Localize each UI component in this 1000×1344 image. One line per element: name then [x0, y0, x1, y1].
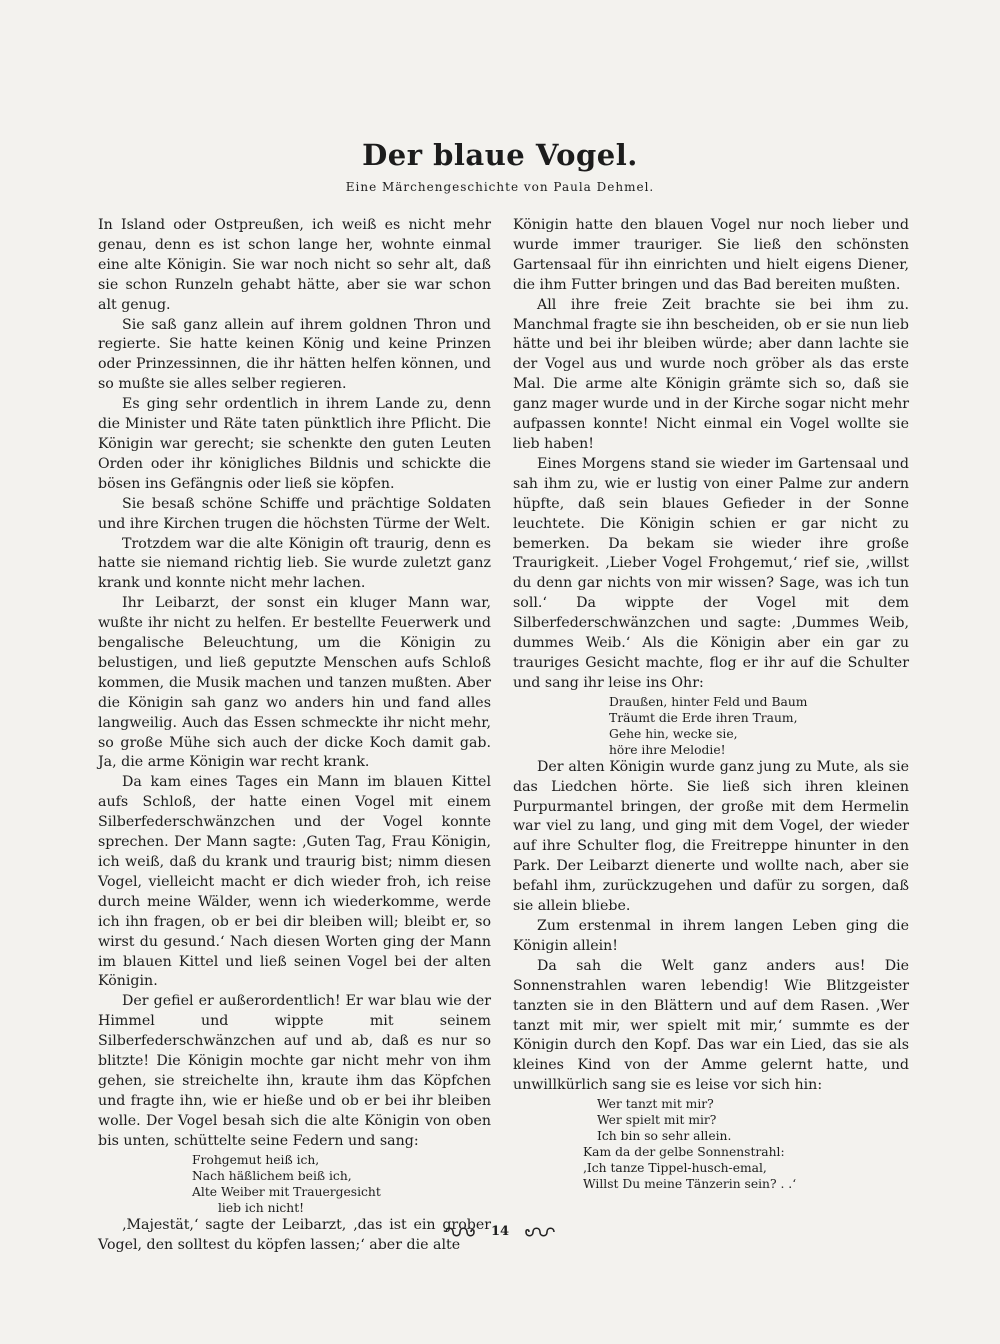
paragraph: Sie besaß schöne Schiffe und prächtige Soldaten und ihre Kirchen trugen die höchsten Türme der Welt. [98, 495, 491, 532]
paragraph: Der alten Königin wurde ganz jung zu Mute, als sie das Liedchen hörte. Sie ließ sich ihren kleinen Purpurmantel bringen, der große mit dem Hermelin war viel zu lang, und ging mit dem Vogel, der wieder auf ihre Schulter flog, die Freitreppe hinunter in den Park. Der Leibarzt dienerte und wollte nach, aber sie befahl ihm, zurückzugehen und dafür zu sorgen, daß sie allein bliebe. [513, 758, 909, 915]
verse-line: Kam da der gelbe Sonnenstrahl: [583, 1145, 785, 1160]
page-number: 14 [490, 1224, 510, 1239]
paragraph: In Island oder Ostpreußen, ich weiß es nicht mehr genau, denn es ist schon lange her, wohnte einmal eine alte Königin. Sie war noch nicht so sehr alt, daß sie schon Runzeln gehabt hätte, aber sie war schon alt genug. [98, 217, 491, 313]
verse-line: Nach häßlichem beiß ich, [192, 1168, 352, 1183]
left-column [98, 216, 491, 1255]
story-subtitle: Eine Märchengeschichte von Paula Dehmel. [345, 180, 655, 194]
paragraph: ‚Majestät,‘ sagte der Leibarzt, ‚das ist ein grober Vogel, den solltest du köpfen lassen;‘ aber die alte [98, 1216, 491, 1253]
paragraph: Zum erstenmal in ihrem langen Leben ging die Königin allein! [513, 918, 909, 954]
page-footer [0, 1224, 1000, 1239]
verse-line: Frohgemut heiß ich, [192, 1152, 320, 1167]
verse-line: höre ihre Melodie! [609, 742, 726, 757]
verse-line: Wer spielt mit mir? [597, 1113, 717, 1128]
story-title: Der blaue Vogel. [362, 138, 638, 172]
scroll-ornament-right-icon [522, 1226, 556, 1238]
verse-draussen [609, 694, 909, 758]
paragraph: Ihr Leibarzt, der sonst ein kluger Mann war, wußte ihr nicht zu helfen. Er bestellte Feuerwerk und bengalische Beleuchtung, um die Königin zu belustigen, und ließ geputzte Menschen aufs Schloß kommen, die Musik machen und tanzen mußten. Aber die Königin sah ganz wo anders hin und fand alles langweilig. Auch das Essen schmeckte ihr nicht mehr, so große Mühe sich auch der dicke Koch damit gab. Ja, die arme Königin war recht krank. [98, 595, 491, 771]
paragraph: Eines Morgens stand sie wieder im Gartensaal und sah ihm zu, wie er lustig von einer Palme zur andern hüpfte, daß sein blaues Gefieder in der Sonne leuchtete. Die Königin schien er gar nicht zu bemerken. Da bekam sie wieder ihre große Traurigkeit. ‚Lieber Vogel Frohgemut,‘ rief sie, ‚willst du denn gar nichts von mir wissen? Sage, was ich tun soll.‘ Da wippte der Vogel mit dem Silberfederschwänzchen und sagte: ‚Dummes Weib, dummes Weib.‘ Als die Königin aber ein gar zu trauriges Gesicht machte, flog er ihr auf die Schulter und sang ihr leise ins Ohr: [513, 455, 909, 691]
verse-wer-tanzt [583, 1096, 909, 1192]
verse-line: lieb ich nicht! [218, 1200, 305, 1215]
verse-line: ‚Ich tanze Tippel-husch-emal, [583, 1161, 767, 1176]
paragraph: All ihre freie Zeit brachte sie bei ihm zu. Manchmal fragte sie ihn bescheiden, ob er sie nun lieb hätte und bei ihr bleiben würde; aber dann lachte sie der Vogel aus und wurde noch gröber als das erste Mal. Die arme alte Königin grämte sich so, daß sie ganz mager wurde und in der Kirche sogar nicht mehr aufpassen konnte! Nicht einmal ein Vogel wollte sie lieb haben! [513, 296, 909, 452]
verse-line: Ich bin so sehr allein. [597, 1129, 732, 1144]
paragraph: Der gefiel er außerordentlich! Er war blau wie der Himmel und wippte mit seinem Silberfederschwänzchen auf und ab, daß es nur so blitzte! Die Königin mochte gar nicht mehr von ihm gehen, sie streichelte ihn, kraute ihm das Köpfchen und fragte ihn, wie er hieße und ob er bei ihr bleiben wolle. Der Vogel besah sich die alte Königin von oben bis unten, schüttelte seine Federn und sang: [98, 993, 491, 1149]
paragraph: Trotzdem war die alte Königin oft traurig, denn es hatte sie niemand richtig lieb. Sie wurde zuletzt ganz krank und konnte nicht mehr lachen. [98, 535, 491, 592]
verse-line: Träumt die Erde ihren Traum, [609, 710, 798, 725]
paragraph: Sie saß ganz allein auf ihrem goldnen Thron und regierte. Sie hatte keinen König und keine Prinzen oder Prinzessinnen, die ihr hätten helfen können, und so mußte sie alles selber regieren. [98, 316, 491, 393]
verse-line: Willst Du meine Tänzerin sein? . .‘ [583, 1177, 797, 1192]
verse-line: Alte Weiber mit Trauergesicht [192, 1184, 381, 1199]
verse-line: Wer tanzt mit mir? [597, 1097, 714, 1112]
right-column [513, 216, 909, 1192]
paragraph: Es ging sehr ordentlich in ihrem Lande zu, denn die Minister und Räte taten pünktlich ihre Pflicht. Die Königin war gerecht; sie schenkte den guten Leuten Orden oder ihr königliches Bildnis und schickte die bösen ins Gefängnis oder ließ sie köpfen. [98, 396, 491, 492]
paragraph: Da kam eines Tages ein Mann im blauen Kittel aufs Schloß, der hatte einen Vogel mit einem Silberfederschwänzchen und der Vogel konnte sprechen. Der Mann sagte: ‚Guten Tag, Frau Königin, ich weiß, daß du krank und traurig bist; nimm diesen Vogel, vielleicht macht er dich wieder froh, ich reise durch meine Wälder, wenn ich wiederkomme, werde ich ihn fragen, ob er bei dir bleiben will; bleibt er, so wirst du gesund.‘ Nach diesen Worten ging der Mann im blauen Kittel und ließ seinen Vogel bei der alten Königin. [98, 774, 491, 990]
verse-line: Gehe hin, wecke sie, [609, 726, 738, 741]
paragraph: Königin hatte den blauen Vogel nur noch lieber und wurde immer trauriger. Sie ließ den schönsten Gartensaal für ihn einrichten und hielt eigens Diener, die ihm Futter bringen und das Bad bereiten mußten. [513, 217, 909, 293]
verse-frohgemut [192, 1152, 491, 1216]
verse-line: Draußen, hinter Feld und Baum [609, 694, 808, 709]
paragraph: Da sah die Welt ganz anders aus! Die Sonnenstrahlen waren lebendig! Wie Blitzgeister tanzten sie in den Blättern und auf dem Rasen. ‚Wer tanzt mit mir, wer spielt mit mir,‘ summte es der Königin durch den Kopf. Das war ein Lied, das sie als kleines Kind von der Amme gelernt hatte, und unwillkürlich sang sie es leise vor sich hin: [513, 957, 909, 1094]
scroll-ornament-left-icon [444, 1226, 478, 1238]
